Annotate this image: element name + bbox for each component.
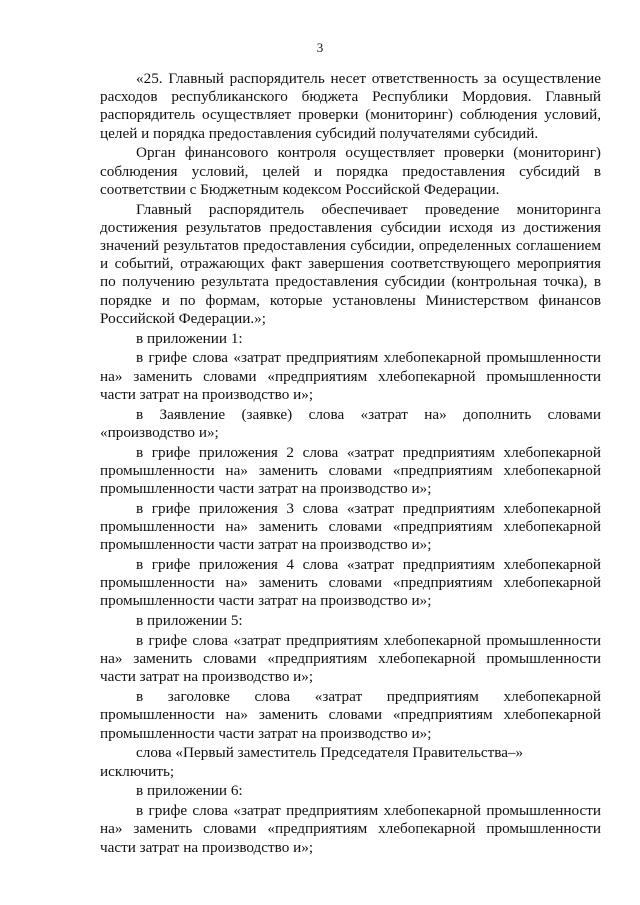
paragraph-appendix-1-application: в Заявление (заявке) слова «затрат на» дополнить словами «производство и»; (100, 405, 601, 441)
paragraph-appendix-5-exclude: слова «Первый заместитель Председателя Правительства–» исключить; (100, 744, 524, 780)
paragraph-appendix-3-stamp: в грифе приложения 3 слова «затрат предприятиям хлебопекарной промышленности на» заменить словами «предприятиям хлебопекарной промышленности части затрат на производство и»; (100, 499, 601, 554)
paragraph-appendix-1-stamp: в грифе слова «затрат предприятиям хлебопекарной промышленности на» заменить словами «предприятиям хлебопекарной промышленности части затрат на производство и»; (100, 349, 601, 403)
paragraph-responsibility: «25. Главный распорядитель несет ответственность за осуществление расходов республиканского бюджета Республики Мордовия. Главный распорядитель осуществляет проверки (мониторинг) соблюдения условий, целей и порядка предоставления субсидий получателями субсидий. (100, 70, 601, 142)
paragraph-appendix-6-heading: в приложении 6: (136, 782, 243, 800)
paragraph-appendix-5-title: в заголовке слова «затрат предприятиям хлебопекарной промышленности на» заменить словами «предприятиям хлебопекарной промышленности части затрат на производство и»; (100, 688, 601, 742)
paragraph-appendix-6-stamp: в грифе слова «затрат предприятиям хлебопекарной промышленности на» заменить словами «предприятиям хлебопекарной промышленности части затрат на производство и»; (100, 802, 601, 856)
page-number: 3 (316, 40, 324, 55)
paragraph-appendix-4-stamp: в грифе приложения 4 слова «затрат предприятиям хлебопекарной промышленности на» заменить словами «предприятиям хлебопекарной промышленности части затрат на производство и»; (100, 556, 601, 610)
paragraph-financial-control: Орган финансового контроля осуществляет проверки (мониторинг) соблюдения условий, целей и порядка предоставления субсидий в соответствии с Бюджетным кодексом Российской Федерации. (100, 144, 601, 198)
document-body (100, 70, 601, 858)
paragraph-appendix-2-stamp: в грифе приложения 2 слова «затрат предприятиям хлебопекарной промышленности на» заменить словами «предприятиям хлебопекарной промышленности части затрат на производство и»; (100, 443, 601, 498)
paragraph-appendix-5-stamp: в грифе слова «затрат предприятиям хлебопекарной промышленности на» заменить словами «предприятиям хлебопекарной промышленности части затрат на производство и»; (100, 632, 601, 686)
paragraph-appendix-5-heading: в приложении 5: (136, 612, 243, 630)
paragraph-appendix-1-heading: в приложении 1: (136, 329, 243, 347)
paragraph-monitoring: Главный распорядитель обеспечивает проведение мониторинга достижения результатов предоставления субсидии исходя из достижения значений результатов предоставления субсидии, определенных соглашением и событий, отражающих факт завершения соответствующего мероприятия по получению результата предоставления субсидии (контрольная точка), в порядке и по формам, которые установлены Министерством финансов Российской Федерации.»; (100, 200, 601, 327)
